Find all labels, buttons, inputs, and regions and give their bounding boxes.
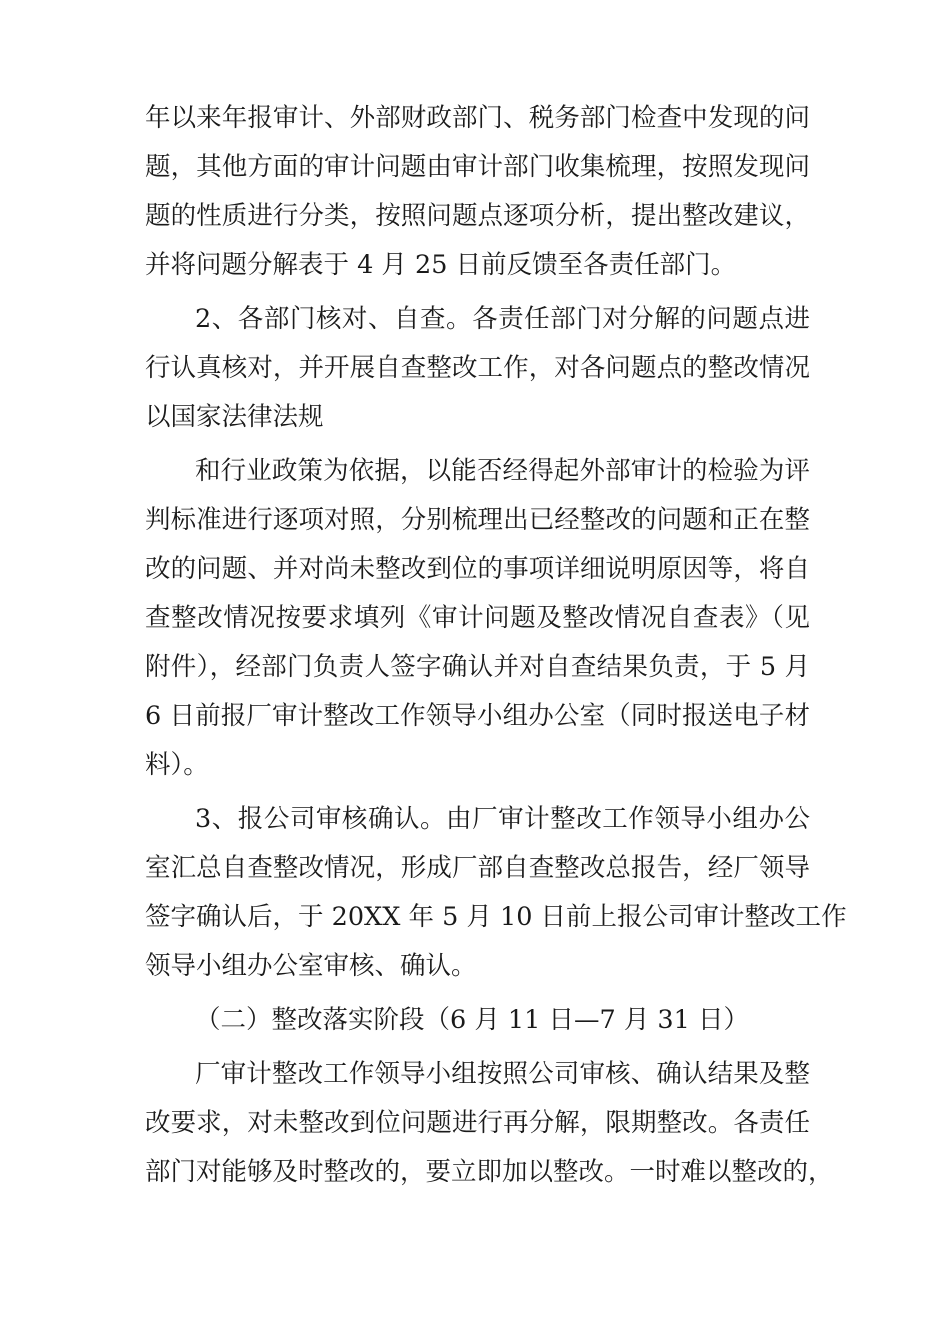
text-line: 行认真核对，并开展自查整改工作，对各问题点的整改情况 — [145, 353, 810, 383]
paragraph-start-line: 和行业政策为依据，以能否经得起外部审计的检验为评 — [195, 456, 810, 486]
text-line: 题的性质进行分类，按照问题点逐项分析，提出整改建议， — [145, 201, 810, 231]
text-line: 题，其他方面的审计问题由审计部门收集梳理，按照发现问 — [145, 152, 810, 182]
text-line: 领导小组办公室审核、确认。 — [145, 951, 477, 981]
text-line: 附件），经部门负责人签字确认并对自查结果负责，于 5 月 — [145, 652, 810, 682]
text-line: 查整改情况按要求填列《审计问题及整改情况自查表》（见 — [145, 603, 810, 633]
text-line: 6 日前报厂审计整改工作领导小组办公室（同时报送电子材 — [145, 701, 810, 731]
text-line: 改要求，对未整改到位问题进行再分解，限期整改。各责任 — [145, 1108, 810, 1138]
text-line: 判标准进行逐项对照，分别梳理出已经整改的问题和正在整 — [145, 505, 810, 535]
text-line: 料）。 — [145, 750, 209, 780]
text-line: 年以来年报审计、外部财政部门、税务部门检查中发现的问 — [145, 103, 810, 133]
paragraph-start-line: 厂审计整改工作领导小组按照公司审核、确认结果及整 — [195, 1059, 810, 1089]
text-line: 室汇总自查整改情况，形成厂部自查整改总报告，经厂领导 — [145, 853, 810, 883]
text-line: 以国家法律法规 — [145, 402, 324, 432]
text-line: 部门对能够及时整改的，要立即加以整改。一时难以整改的， — [145, 1157, 834, 1187]
text-line: 签字确认后，于 20XX 年 5 月 10 日前上报公司审计整改工作 — [145, 902, 847, 932]
paragraph-start-line: 2、各部门核对、自查。各责任部门对分解的问题点进 — [195, 304, 810, 334]
text-line: 并将问题分解表于 4 月 25 日前反馈至各责任部门。 — [145, 250, 737, 280]
paragraph-start-line: 3、报公司审核确认。由厂审计整改工作领导小组办公 — [195, 804, 810, 834]
section-heading: （二）整改落实阶段（6 月 11 日—7 月 31 日） — [195, 1005, 749, 1035]
text-line: 改的问题、并对尚未整改到位的事项详细说明原因等，将自 — [145, 554, 810, 584]
